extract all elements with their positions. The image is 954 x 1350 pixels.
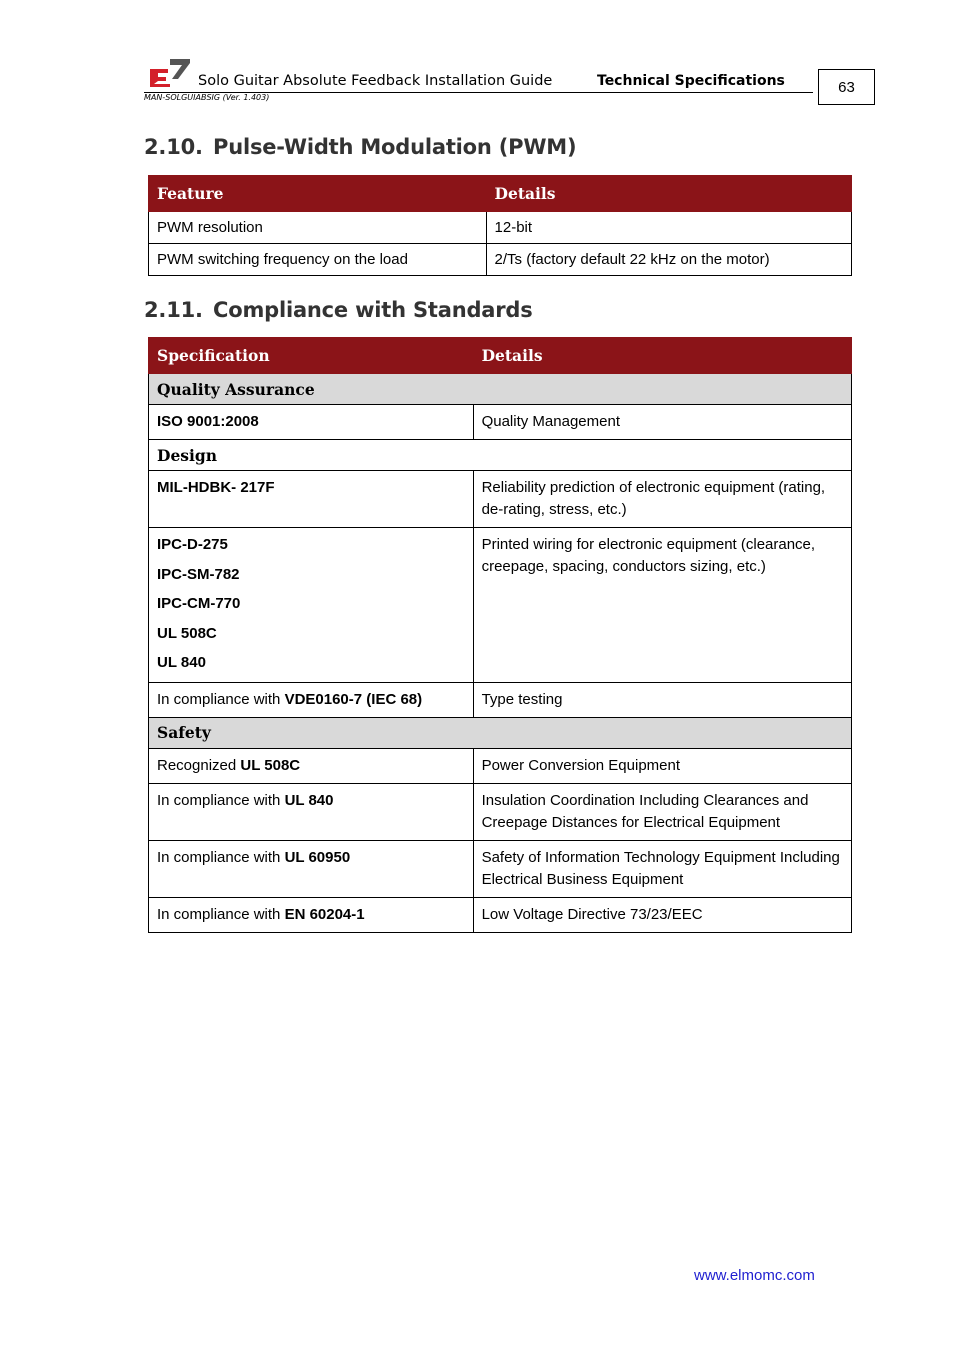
spec-prefix: In compliance with: [157, 690, 285, 708]
spec-cell: [149, 897, 474, 932]
section-heading-pwm: [144, 135, 576, 159]
table-cell: PWM switching frequency on the load: [149, 244, 487, 276]
group-row-quality: [149, 374, 852, 405]
table-row: [149, 471, 852, 528]
spec-item: UL 840: [157, 654, 206, 671]
footer-website-link[interactable]: www.elmomc.com: [694, 1267, 815, 1284]
column-header: Details: [486, 176, 851, 212]
table-row: [149, 528, 852, 683]
spec-cell: [149, 783, 474, 840]
group-label: Safety: [149, 717, 852, 748]
group-label: Quality Assurance: [149, 374, 852, 405]
spec-prefix: Recognized: [157, 756, 241, 774]
details-cell: Quality Management: [473, 405, 851, 440]
table-row: [149, 682, 852, 717]
document-code: MAN-SOLGUIABSIG (Ver. 1.403): [144, 93, 270, 102]
table-header-row: [149, 176, 852, 212]
table-cell: 2/Ts (factory default 22 kHz on the motor): [486, 244, 851, 276]
details-cell: Power Conversion Equipment: [473, 748, 851, 783]
table-row: [149, 748, 852, 783]
table-row: [149, 897, 852, 932]
spec-item: IPC-SM-782: [157, 565, 240, 583]
spec-cell: [149, 682, 474, 717]
spec-cell: [149, 840, 474, 897]
table-row: [149, 783, 852, 840]
spec-standard: EN 60204-1: [284, 905, 365, 923]
spec-standard: UL 60950: [284, 848, 351, 866]
page-number: 63: [838, 78, 855, 96]
group-row-safety: [149, 717, 852, 748]
document-title: Solo Guitar Absolute Feedback Installation Guide: [198, 73, 553, 89]
details-cell: Printed wiring for electronic equipment (clearance, creepage, spacing, conductors sizing, etc.): [473, 528, 851, 683]
spec-cell: [149, 748, 474, 783]
spec-cell: ISO 9001:2008: [149, 405, 474, 440]
spec-prefix: In compliance with: [157, 791, 285, 809]
spec-item: UL 508C: [157, 624, 217, 642]
column-header: Details: [473, 338, 851, 374]
spec-item: IPC-CM-770: [157, 595, 241, 612]
details-cell: Type testing: [473, 682, 851, 717]
header-section-name: Technical Specifications: [597, 73, 785, 89]
elmo-logo: [148, 57, 190, 87]
section-title: Pulse-Width Modulation (PWM): [213, 135, 577, 159]
page-number-box: [818, 69, 875, 105]
details-cell: Low Voltage Directive 73/23/EEC: [473, 897, 851, 932]
spec-standard: UL 508C: [240, 756, 301, 774]
section-heading-compliance: [144, 298, 533, 322]
spec-prefix: In compliance with: [157, 848, 285, 866]
table-cell: 12-bit: [486, 212, 851, 244]
table-header-row: [149, 338, 852, 374]
table-row: [149, 244, 852, 276]
details-cell: Insulation Coordination Including Clearances and Creepage Distances for Electrical Equipment: [473, 783, 851, 840]
table-row: [149, 840, 852, 897]
spec-prefix: In compliance with: [157, 905, 285, 923]
group-label: Design: [149, 440, 852, 471]
group-row-design: [149, 440, 852, 471]
spec-cell: MIL-HDBK- 217F: [149, 471, 474, 528]
pwm-table: [148, 175, 852, 276]
compliance-table: [148, 337, 852, 933]
spec-cell: [149, 528, 474, 683]
column-header: Specification: [149, 338, 474, 374]
column-header: Feature: [149, 176, 487, 212]
spec-standard: UL 840: [284, 791, 334, 809]
section-number: 2.10.: [144, 135, 203, 159]
table-row: [149, 212, 852, 244]
section-number: 2.11.: [144, 298, 203, 322]
spec-standard: VDE0160-7 (IEC 68): [284, 690, 423, 708]
table-cell: PWM resolution: [149, 212, 487, 244]
table-row: [149, 405, 852, 440]
details-cell: Reliability prediction of electronic equipment (rating, de-rating, stress, etc.): [473, 471, 851, 528]
details-cell: Safety of Information Technology Equipment Including Electrical Business Equipment: [473, 840, 851, 897]
section-title: Compliance with Standards: [213, 298, 533, 322]
spec-item: IPC-D-275: [157, 536, 228, 553]
